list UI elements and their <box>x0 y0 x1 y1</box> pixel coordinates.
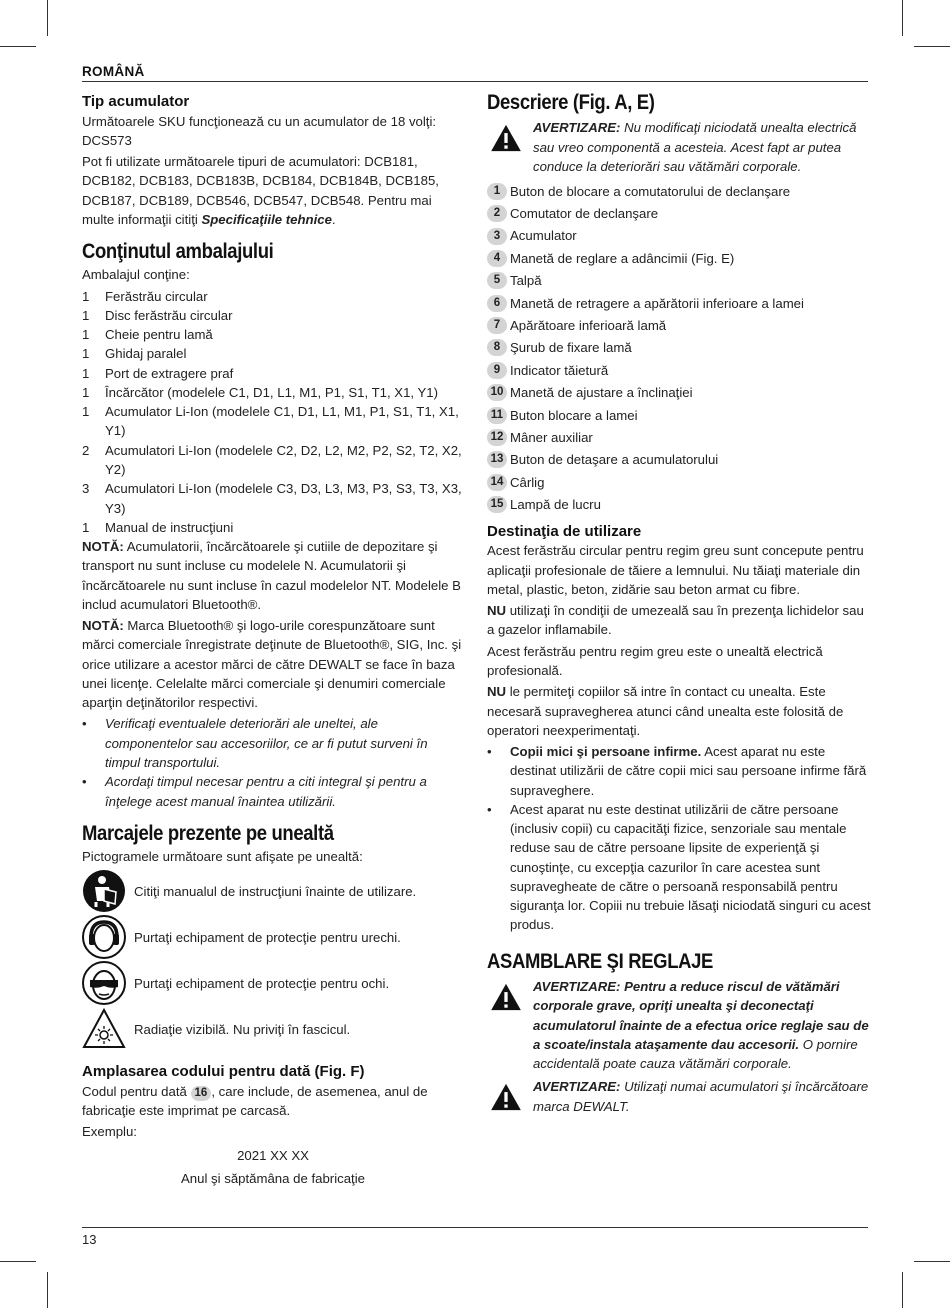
part-number-badge: 13 <box>487 451 507 468</box>
list-item <box>487 382 871 404</box>
note-2 <box>82 616 464 712</box>
note-label: NOTĂ: <box>82 539 124 555</box>
note-text: Marca Bluetooth® şi logo-urile corespunzătoare sunt mărci comerciale înregistrate deţinute de Bluetooth®, SIG, Inc. şi orice utilizare a acestor mărci de către DEWALT se face în baza unei licenţe. Celelalte mărci comerciale şi denumiri comerciale aparţin deţinătorilor respectivi. <box>82 618 462 711</box>
part-label: Manetă de reglare a adâncimii (Fig. E) <box>510 250 735 266</box>
item-qty: 1 <box>82 346 90 362</box>
part-number-badge: 8 <box>487 339 507 356</box>
item-qty: 1 <box>82 288 90 304</box>
part-number-badge: 14 <box>487 474 507 491</box>
pictogram-row <box>82 1006 464 1052</box>
datecode-paragraph <box>82 1082 464 1121</box>
part-label: Buton blocare a lamei <box>510 407 638 423</box>
warning-body: Nu modificaţi niciodată unealta electrică sau vreo componentă a acesteia. Acest fapt ar putea conduce la deteriorări sau vătămări corporale. <box>533 120 857 174</box>
bullet-text: Acest aparat nu este destinat utilizării de către persoane (inclusiv copii) cu capacităţi fizice, senzoriale sau mentale reduse sau de către persoane lipsite de experienţă şi cunoştinţe, cu excepţia cazurilor în care acestea sunt supravegheate de către o persoană responsabilă pentru siguranţa lor. Copiii nu trebuie lăsaţi niciodată singuri cu acest produs. <box>510 801 871 933</box>
part-label: Manetă de ajustare a înclinaţiei <box>510 385 693 401</box>
warning-label: AVERTIZARE: <box>533 1079 621 1095</box>
emphasis: NU <box>487 684 507 700</box>
note-label: NOTĂ: <box>82 618 124 634</box>
example-label: Exemplu: <box>82 1124 137 1140</box>
pictogram-row <box>82 868 464 914</box>
paragraph-text: Acest aparat nu este destinat utilizării de către copii mici sau persoane infirme fără supraveghere. <box>510 744 867 798</box>
part-label: Mâner auxiliar <box>510 429 593 445</box>
list-item <box>487 404 871 426</box>
bullet-item <box>82 714 464 772</box>
markings-intro: Pictogramele următoare sunt afişate pe unealtă: <box>82 849 363 865</box>
part-label: Buton de detaşare a acumulatorului <box>510 452 719 468</box>
ear-protection-icon <box>82 915 126 959</box>
part-label: Talpă <box>510 273 542 289</box>
emphasis: Copii mici şi persoane infirme. <box>510 744 702 760</box>
pictogram-label: Radiaţie vizibilă. Nu priviţi în fascicul. <box>134 1021 351 1037</box>
language-header: ROMÂNĂ <box>82 64 145 79</box>
package-title: Conţinutul ambalajului <box>82 240 274 264</box>
intended-use-paragraph-1: Acest ferăstrău circular pentru regim greu sunt concepute pentru aplicaţii profesionale de tăiere a lemnului. Nu tăiaţi materiale din metal, plastic, beton, zidărie sau beton armat cu fibre. <box>487 543 864 597</box>
intended-use-title: Destinaţia de utilizare <box>487 522 642 540</box>
page-number: 13 <box>82 1232 97 1247</box>
part-number-badge: 2 <box>487 205 507 222</box>
part-number-badge: 9 <box>487 362 507 379</box>
item-qty: 1 <box>82 384 90 400</box>
list-item <box>487 225 871 247</box>
list-item <box>487 202 871 224</box>
item-text: Disc ferăstrău circular <box>105 307 233 323</box>
list-item <box>487 180 871 202</box>
warning-icon <box>487 1077 525 1111</box>
crop-mark <box>902 1272 903 1308</box>
example-caption: Anul şi săptămâna de fabricaţie <box>180 1170 365 1186</box>
warning-text <box>533 1077 871 1116</box>
intended-use-paragraph-2 <box>487 601 871 640</box>
list-item <box>487 426 871 448</box>
list-item <box>487 292 871 314</box>
item-qty: 2 <box>82 442 90 458</box>
list-item <box>487 314 871 336</box>
part-number-badge: 11 <box>487 407 507 424</box>
item-text: Port de extragere praf <box>105 365 234 381</box>
bullet-text: Acordaţi timpul necesar pentru a citi integral şi pentru a înţelege acest manual înaintea utilizării. <box>105 774 427 809</box>
warning-block <box>487 1077 871 1116</box>
bullet-glyph: • <box>487 744 492 760</box>
assembly-title: ASAMBLARE ŞI REGLAJE <box>487 949 714 973</box>
part-label: Buton de blocare a comutatorului de declanşare <box>510 183 791 199</box>
part-number-badge: 7 <box>487 317 507 334</box>
part-number-badge: 6 <box>487 295 507 312</box>
item-qty: 1 <box>82 365 90 381</box>
bullet-glyph: • <box>82 716 87 732</box>
list-item <box>487 449 871 471</box>
list-item <box>82 287 464 306</box>
note-text: Acumulatorii, încărcătoarele şi cutiile de depozitare şi transport nu sunt incluse cu modelele N. Acumulatorii şi încărcătoarele nu sunt incluse în cazul modelelor NT. Modelele B includ acumulatori Bluetooth®. <box>82 539 461 612</box>
warning-label: AVERTIZARE: Pentru a reduce riscul de vătămări corporale grave, opriţi unealta şi deconectaţi acumulatorul înainte de a efectua orice reglaje sau de a scoate/instala ataşamente dau accesorii. <box>533 978 869 1052</box>
note-1 <box>82 537 464 614</box>
intended-use-paragraph-3: Acest ferăstrău pentru regim greu este o unealtă electrică profesională. <box>487 643 823 678</box>
list-item <box>487 270 871 292</box>
package-list <box>82 287 464 537</box>
list-item <box>487 337 871 359</box>
item-qty: 3 <box>82 481 90 497</box>
right-column <box>487 90 871 1120</box>
list-item <box>82 479 464 518</box>
pictogram-row <box>82 960 464 1006</box>
item-text: Acumulator Li-Ion (modelele C1, D1, L1, M1, P1, S1, T1, X1, Y1) <box>105 404 459 439</box>
parts-list <box>487 180 871 516</box>
specs-reference: Specificaţiile tehnice <box>201 211 332 227</box>
bullet-text: Verificaţi eventualele deteriorări ale uneltei, ale componentelor sau accesoriilor, ce ar fi putut surveni în timpul transportului. <box>105 716 428 770</box>
part-number-badge: 4 <box>487 250 507 267</box>
markings-title: Marcajele prezente pe unealtă <box>82 821 334 845</box>
bullet-item <box>487 800 871 935</box>
item-qty: 1 <box>82 327 90 343</box>
item-text: Manual de instrucţiuni <box>105 519 234 535</box>
read-manual-icon <box>82 869 126 913</box>
part-label: Şurub de fixare lamă <box>510 340 632 356</box>
bullet-glyph: • <box>82 774 87 790</box>
item-text: Încărcător (modelele C1, D1, L1, M1, P1, S1, T1, X1, Y1) <box>105 384 439 400</box>
bullet-glyph: • <box>487 801 492 817</box>
part-number-badge: 5 <box>487 272 507 289</box>
warning-block <box>487 977 871 1073</box>
battery-p2-text: Pot fi utilizate următoarele tipuri de acumulatori: DCB181, DCB182, DCB183, DCB183B, DCB184, DCB184B, DCB185, DCB187, DCB189, DCB546, DCB547, DCB548. Pentru mai multe informaţii citiţi <box>82 154 439 227</box>
pictogram-label: Citiţi manualul de instrucţiuni înainte de utilizare. <box>134 883 417 899</box>
list-item <box>487 359 871 381</box>
list-item <box>82 325 464 344</box>
warning-icon <box>487 977 525 1011</box>
part-number-badge: 15 <box>487 496 507 513</box>
pictogram-row <box>82 914 464 960</box>
bullet-text <box>510 742 871 800</box>
list-item <box>82 344 464 363</box>
item-text: Ferăstrău circular <box>105 288 208 304</box>
warning-text <box>533 118 871 176</box>
part-label: Indicator tăietură <box>510 362 609 378</box>
bullet-item <box>82 772 464 811</box>
crop-mark <box>902 0 903 36</box>
left-column <box>82 90 464 1190</box>
list-item <box>487 471 871 493</box>
item-text: Acumulatori Li-Ion (modelele C3, D3, L3, M3, P3, S3, T3, X3, Y3) <box>105 481 462 516</box>
crop-mark <box>914 1261 950 1262</box>
part-number-badge: 1 <box>487 183 507 200</box>
part-number-badge: 10 <box>487 384 507 401</box>
item-qty: 1 <box>82 404 90 420</box>
list-item <box>82 383 464 402</box>
pictogram-label: Purtaţi echipament de protecţie pentru urechi. <box>134 929 401 945</box>
part-number-badge: 3 <box>487 228 507 245</box>
header-rule <box>82 81 868 82</box>
part-label: Comutator de declanşare <box>510 206 659 221</box>
crop-mark <box>0 46 36 47</box>
battery-paragraph-2 <box>82 152 464 229</box>
item-text: Acumulatori Li-Ion (modelele C2, D2, L2, M2, P2, S2, T2, X2, Y2) <box>105 442 462 477</box>
list-item <box>82 364 464 383</box>
list-item <box>82 518 464 537</box>
part-label: Cârlig <box>510 474 545 490</box>
eye-protection-icon <box>82 961 126 1005</box>
list-item <box>487 494 871 516</box>
paragraph-text: le permiteţi copiilor să intre în contact cu unealta. Este necesară supravegherea atunci când unealta este folosită de operatori neexperimentaţi. <box>487 684 844 738</box>
item-qty: 1 <box>82 519 90 535</box>
battery-p2-end: . <box>331 211 336 227</box>
list-item <box>487 247 871 269</box>
crop-mark <box>47 1272 48 1308</box>
bullet-item <box>487 742 871 800</box>
list-item <box>82 441 464 480</box>
part-label: Apărătoare inferioară lamă <box>510 317 667 333</box>
item-text: Ghidaj paralel <box>105 346 187 362</box>
part-label: Lampă de lucru <box>510 497 601 513</box>
part-number-badge: 12 <box>487 429 507 446</box>
list-item <box>82 306 464 325</box>
datecode-text: Codul pentru dată <box>82 1083 191 1099</box>
warning-body: Utilizaţi numai acumulatori şi încărcătoare marca DEWALT. <box>533 1079 869 1114</box>
battery-paragraph-1: Următoarele SKU funcţionează cu un acumulator de 18 volţi: DCS573 <box>82 113 437 148</box>
item-text: Cheie pentru lamă <box>105 327 213 343</box>
warning-label: AVERTIZARE: <box>533 120 621 136</box>
example-code: 2021 XX XX <box>237 1147 309 1163</box>
intended-use-paragraph-4 <box>487 682 871 740</box>
crop-mark <box>914 46 950 47</box>
crop-mark <box>47 0 48 36</box>
list-item <box>82 402 464 441</box>
battery-title: Tip acumulator <box>82 93 190 110</box>
crop-mark <box>0 1261 36 1262</box>
paragraph-text: utilizaţi în condiţii de umezeală sau în prezenţa lichidelor sau a gazelor inflamabile. <box>487 603 864 638</box>
part-label: Acumulator <box>510 228 577 244</box>
visible-radiation-icon <box>82 1007 126 1051</box>
warning-body: O pornire accidentală poate cauza vătămări corporale. <box>533 1036 858 1072</box>
description-title: Descriere (Fig. A, E) <box>487 91 655 114</box>
datecode-title: Amplasarea codului pentru dată (Fig. F) <box>82 1063 365 1081</box>
warning-icon <box>487 118 525 152</box>
pictogram-label: Purtaţi echipament de protecţie pentru ochi. <box>134 975 390 991</box>
emphasis: NU <box>487 603 507 619</box>
warning-text <box>533 977 871 1073</box>
datecode-text-2: , care include, de asemenea, anul de fabricaţie este imprimat pe carcasă. <box>82 1083 428 1119</box>
package-intro: Ambalajul conţine: <box>82 267 190 283</box>
figure-callout-badge: 16 <box>191 1086 212 1101</box>
item-qty: 1 <box>82 307 90 323</box>
footer-rule <box>82 1227 868 1228</box>
part-label: Manetă de retragere a apărătorii inferioare a lamei <box>510 295 804 311</box>
warning-block <box>487 118 871 176</box>
